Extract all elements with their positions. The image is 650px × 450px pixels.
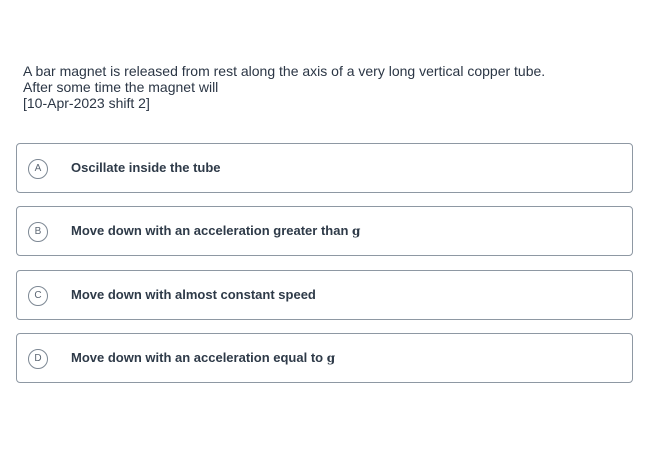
question-line-2: After some time the magnet will: [23, 79, 219, 95]
question-text: [23, 63, 623, 111]
option-b-letter: B: [28, 222, 48, 242]
option-c-letter: C: [28, 286, 48, 306]
option-d-letter: D: [28, 349, 48, 369]
option-d-text: [71, 350, 335, 365]
option-b-math: g: [352, 224, 361, 238]
option-a[interactable]: [16, 143, 633, 193]
option-d-math: g: [326, 351, 336, 365]
option-d[interactable]: [16, 333, 633, 383]
option-b-label: Move down with an acceleration greater than: [71, 223, 349, 238]
option-c[interactable]: [16, 270, 633, 320]
option-a-label: Oscillate inside the tube: [71, 160, 221, 175]
option-c-label: Move down with almost constant speed: [71, 287, 316, 302]
option-b[interactable]: [16, 206, 633, 256]
option-a-text: [71, 160, 221, 175]
option-a-letter: A: [28, 159, 48, 179]
option-d-label: Move down with an acceleration equal to: [71, 350, 324, 365]
option-c-text: [71, 287, 316, 302]
option-b-text: [71, 223, 360, 238]
question-source: [10-Apr-2023 shift 2]: [23, 95, 150, 111]
question-line-1: A bar magnet is released from rest along the axis of a very long vertical copper tube.: [23, 63, 546, 79]
